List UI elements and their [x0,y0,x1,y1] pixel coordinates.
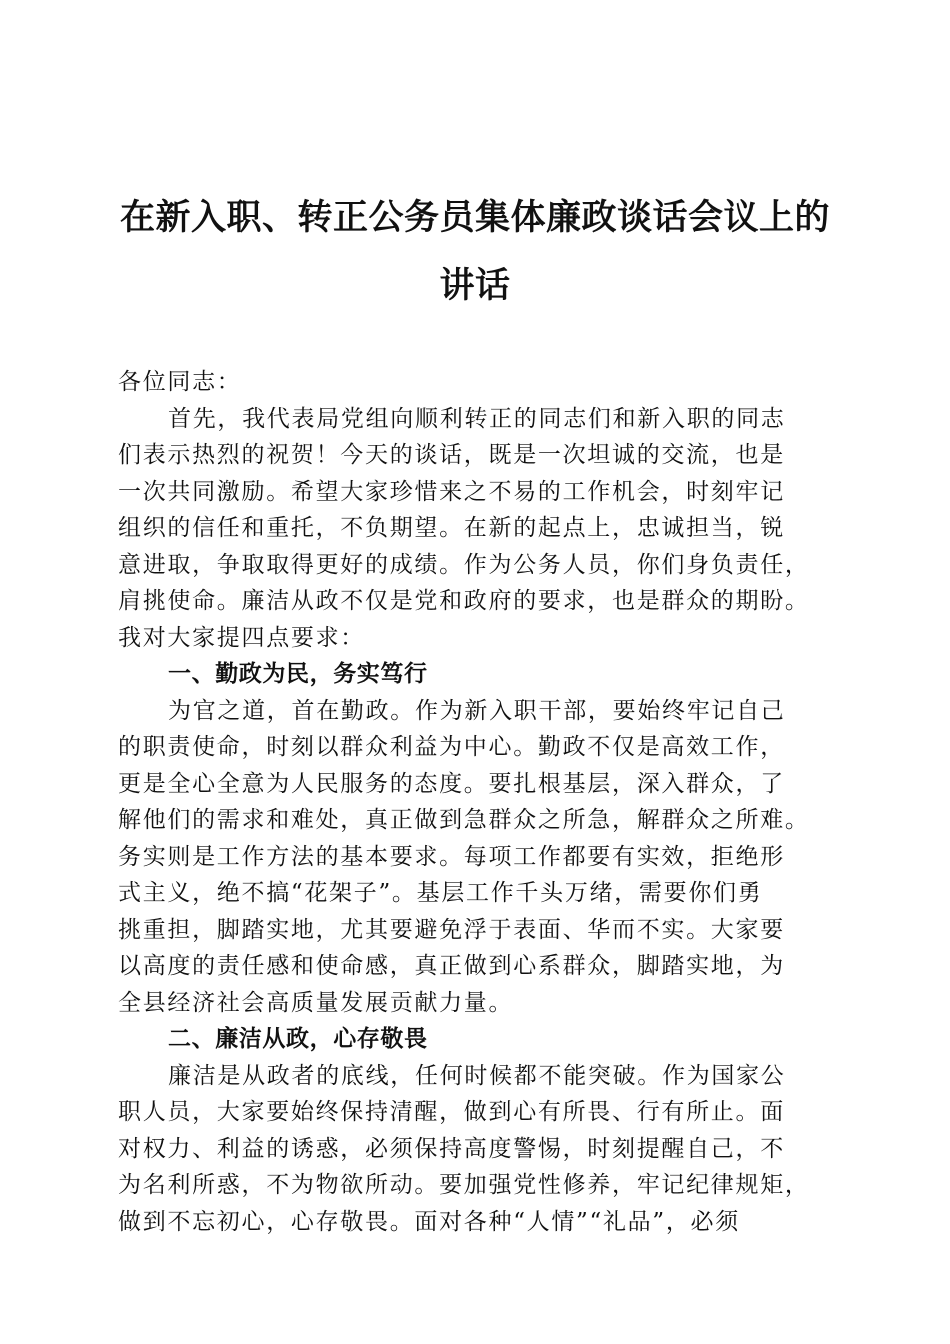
body-text-line: 肩挑使命。廉洁从政不仅是党和政府的要求，也是群众的期盼。 [118,588,810,614]
body-text-line: 意进取，争取取得更好的成绩。作为公务人员，你们身负责任， [118,551,810,578]
body-text-line: 全县经济社会高质量发展贡献力量。 [118,989,514,1016]
document-body [118,364,834,1240]
body-text-line: 做到不忘初心，心存敬畏。面对各种“人情”“礼品”，必须 [118,1208,740,1235]
body-text-line: 为名利所惑，不为物欲所动。要加强党性修养，牢记纪律规矩， [118,1172,810,1198]
body-text-line: 以高度的责任感和使命感，真正做到心系群众，脚踏实地，为 [118,953,785,979]
body-text-line: 的职责使命，时刻以群众利益为中心。勤政不仅是高效工作， [118,734,785,760]
body-text-line: 为官之道，首在勤政。作为新入职干部，要始终牢记自己 [168,697,786,724]
body-text-line: 挑重担，脚踏实地，尤其要避免浮于表面、华而不实。大家要 [118,916,785,943]
body-text-line: 更是全心全意为人民服务的态度。要扎根基层，深入群众，了 [118,770,785,797]
body-text-line: 职人员，大家要始终保持清醒，做到心有所畏、行有所止。面 [118,1099,785,1125]
body-text-line: 式主义，绝不搞“花架子”。基层工作千头万绪，需要你们勇 [118,880,763,906]
section-heading: 一、勤政为民，务实笃行 [168,661,428,687]
body-text-line: 廉洁是从政者的底线，任何时候都不能突破。作为国家公 [168,1062,786,1089]
body-text-line: 们表示热烈的祝贺！今天的谈话，既是一次坦诚的交流，也是 [118,442,785,468]
body-text-line: 各位同志： [118,369,242,395]
body-text-line: 首先，我代表局党组向顺利转正的同志们和新入职的同志 [168,405,786,432]
section-heading: 二、廉洁从政，心存敬畏 [168,1026,428,1052]
body-text-line: 对权力、利益的诱惑，必须保持高度警惕，时刻提醒自己，不 [118,1135,785,1162]
document-title-line-2: 讲话 [439,266,511,306]
body-text-line: 组织的信任和重托，不负期望。在新的起点上，忠诚担当，锐 [118,515,785,541]
body-text-line: 我对大家提四点要求： [118,624,365,651]
body-text-line: 解他们的需求和难处，真正做到急群众之所急，解群众之所难。 [118,807,810,833]
document-title-line-1: 在新入职、转正公务员集体廉政谈话会议上的 [119,198,830,238]
body-text-line: 务实则是工作方法的基本要求。每项工作都要有实效，拒绝形 [118,843,785,870]
body-text-line: 一次共同激励。希望大家珍惜来之不易的工作机会，时刻牢记 [118,478,785,505]
